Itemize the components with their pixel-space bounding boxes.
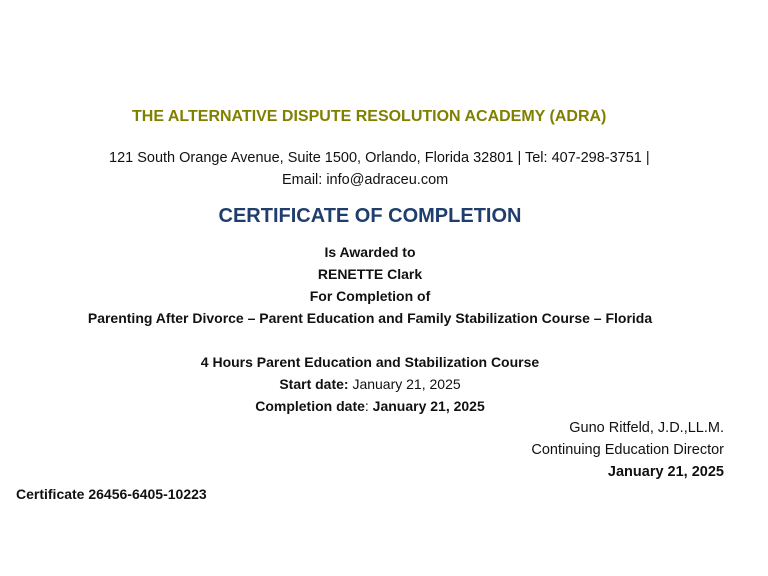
for-completion-text: For Completion of — [309, 288, 431, 304]
start-date-label: Start date: — [279, 376, 349, 392]
completion-date-row — [0, 399, 740, 413]
start-date-value: January 21, 2025 — [352, 376, 461, 392]
course-name: Parenting After Divorce – Parent Education and Family Stabilization Course – Florida — [87, 310, 653, 326]
recipient-name: RENETTE Clark — [317, 266, 423, 282]
course-hours: 4 Hours Parent Education and Stabilization Course — [200, 354, 540, 370]
signer-role: Continuing Education Director — [531, 442, 724, 458]
awarded-text: Is Awarded to — [324, 244, 416, 260]
academy-email: Email: info@adraceu.com — [282, 172, 449, 188]
completion-date-value: January 21, 2025 — [372, 398, 485, 414]
start-date-row — [0, 377, 740, 391]
completion-date-label: Completion date — [255, 398, 365, 414]
academy-name: THE ALTERNATIVE DISPUTE RESOLUTION ACADEMY (ADRA) — [132, 108, 607, 125]
signer-name: Guno Ritfeld, J.D.,LL.M. — [569, 420, 724, 436]
certificate-number: Certificate 26456-6405-10223 — [16, 486, 207, 502]
academy-address: 121 South Orange Avenue, Suite 1500, Orlando, Florida 32801 | Tel: 407-298-3751 | — [109, 150, 650, 166]
certificate-title: CERTIFICATE OF COMPLETION — [218, 205, 522, 227]
signature-date: January 21, 2025 — [607, 464, 724, 480]
completion-date-separator: : — [364, 398, 373, 414]
